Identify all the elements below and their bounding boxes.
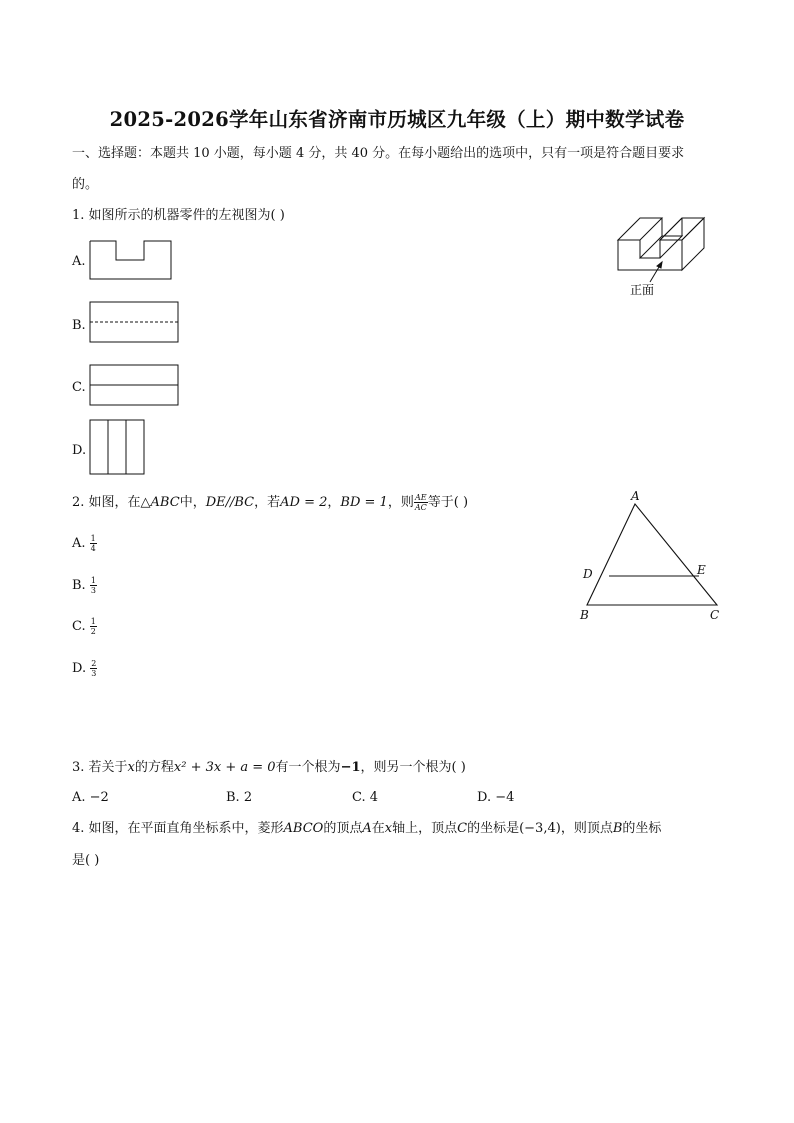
- vertex-c: C: [710, 608, 720, 622]
- q1-option-a-figure: [89, 240, 173, 282]
- q2-option-d: D. $\frac{2}{3}$: [72, 659, 97, 678]
- vertex-d: D: [583, 567, 593, 581]
- vertex-e: E: [697, 563, 706, 577]
- q3-option-c: C. 4: [352, 790, 379, 805]
- question-2-stem: 2. 如图，在△ABC中，DE//BC，若AD = 2，BD = 1，则 $\frac{AE}{AC}$ 等于( ): [72, 493, 469, 512]
- q2-option-a: A. $\frac{1}{4}$: [72, 534, 96, 553]
- q1-option-d-label: D.: [72, 443, 87, 458]
- q3-option-d: D. −4: [477, 790, 515, 805]
- vertex-b: B: [580, 608, 589, 622]
- q3-option-a: A. −2: [72, 790, 109, 805]
- q1-option-a-label: A.: [72, 254, 86, 269]
- q2-option-c: C. $\frac{1}{2}$: [72, 617, 96, 636]
- q1-option-c-label: C.: [72, 380, 86, 395]
- section-heading: 一、选择题：本题共 10 小题，每小题 4 分，共 40 分。在每小题给出的选项中，只有一项是符合题目要求: [72, 146, 685, 161]
- question-2-triangle-figure: [575, 488, 725, 628]
- q2-option-b: B. $\frac{1}{3}$: [72, 576, 96, 595]
- q1-option-d-figure: [89, 419, 147, 477]
- section-heading-continued: 的。: [72, 177, 99, 192]
- q3-option-b: B. 2: [226, 790, 253, 805]
- question-4-stem-continued: 是( ): [72, 853, 100, 868]
- q1-option-b-label: B.: [72, 318, 86, 333]
- q1-option-c-figure: [89, 364, 181, 408]
- q1-option-b-figure: [89, 301, 181, 345]
- vertex-a: A: [631, 489, 640, 503]
- question-1-stem: 1. 如图所示的机器零件的左视图为( ): [72, 208, 285, 223]
- question-3-stem: 3. 若关于x的方程x² + 3x + a = 0有一个根为−1，则另一个根为( ): [72, 760, 466, 775]
- page-title: 2025-2026学年山东省济南市历城区九年级（上）期中数学试卷: [109, 108, 685, 131]
- question-1-machine-part-figure: [610, 200, 730, 300]
- question-4-stem: 4. 如图，在平面直角坐标系中，菱形ABCO的顶点A在x轴上，顶点C的坐标是(−3,4)，则顶点B的坐标: [72, 821, 662, 836]
- front-view-label: 正面: [630, 283, 655, 297]
